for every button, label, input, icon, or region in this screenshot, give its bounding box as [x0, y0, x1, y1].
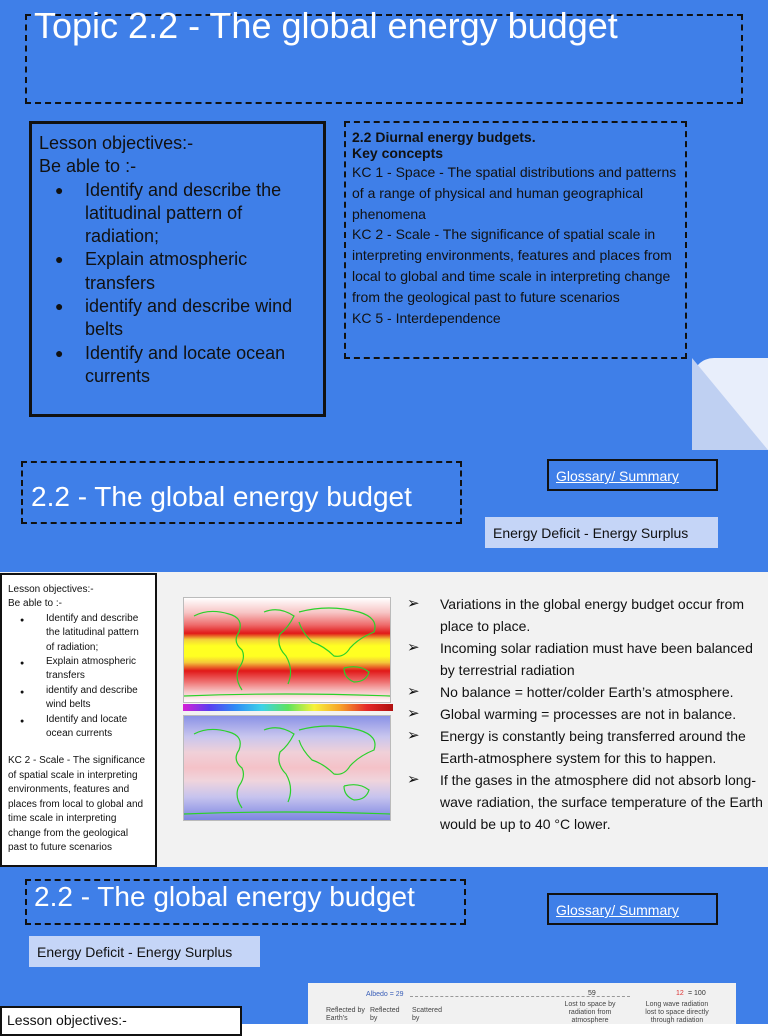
energy-diagram: [308, 983, 736, 1024]
slide-4-title-box: [25, 879, 466, 925]
slide-3: [0, 572, 768, 867]
bullet-item: ➢ No balance = hotter/colder Earth’s atmosphere.: [407, 681, 765, 703]
radiation-colorbar: [183, 704, 393, 711]
key-concept-item: KC 5 - Interdependence: [352, 309, 501, 326]
objectives-small-list: [8, 612, 149, 742]
objectives-box: [29, 121, 326, 417]
objectives-small-heading: Lesson objectives:-: [8, 584, 94, 595]
value-100: = 100: [688, 990, 706, 997]
objective-small-item: ● Explain atmospheric transfers: [46, 655, 149, 684]
subtitle-box: [485, 517, 718, 548]
objectives-heading-4: Lesson objectives:-: [7, 1012, 127, 1028]
glossary-link-box-2[interactable]: [547, 893, 718, 925]
diagram-label: Long wave radiation lost to space directly through radiation: [645, 1001, 709, 1024]
slide-1-title-box: [25, 5, 743, 104]
objective-small-item: ● Identify and locate ocean currents: [46, 713, 149, 742]
diagram-label: Reflected by: [370, 1007, 400, 1022]
radiation-band-map: [184, 598, 390, 702]
objectives-intro: Be able to :-: [39, 156, 137, 177]
key-concept-item: KC 1 - Space - The spatial distributions and patterns of a range of physical and human geographical phenomena: [352, 164, 677, 222]
diagram-label: Scattered by: [412, 1007, 442, 1022]
slide-1: [0, 0, 768, 450]
objectives-box-4: [0, 1006, 242, 1036]
objective-item: ● Identify and describe the latitudinal pattern of radiation;: [85, 179, 315, 249]
slide-1-title: Topic 2.2 - The global energy budget: [34, 5, 618, 46]
diagram-label: Lost to space by radiation from atmosphere: [564, 1001, 616, 1024]
objectives-small-kc: KC 2 - Scale - The significance of spatial scale in interpreting environments, features and places from local to global and time scale in interpreting change from the geological past to future scenarios: [8, 755, 146, 853]
value-59: 59: [588, 990, 596, 997]
slide-2-title-box: [21, 461, 462, 524]
albedo-label: Albedo = 29: [366, 991, 404, 998]
page-curl-fold: [692, 358, 768, 450]
bullet-item: ➢ Incoming solar radiation must have been balanced by terrestrial radiation: [407, 637, 765, 681]
objectives-list: [39, 179, 315, 389]
bullet-item: ➢ If the gases in the atmosphere did not absorb long-wave radiation, the surface temperature of the Earth would be up to 40 °C lower.: [407, 769, 765, 835]
key-concept-item: KC 2 - Scale - The significance of spatial scale in interpreting environments, features and places from local to global and time scale in interpreting change from the geological past to future scenarios: [352, 226, 672, 305]
value-12: 12: [676, 990, 684, 997]
glossary-link-box[interactable]: [547, 459, 718, 491]
diagram-label: Reflected by Earth's: [326, 1007, 365, 1022]
page-curl-decoration: [692, 358, 768, 450]
glossary-link[interactable]: Glossary/ Summary: [556, 468, 679, 484]
bullet-item: ➢ Global warming = processes are not in balance.: [407, 703, 765, 725]
subtitle: Energy Deficit - Energy Surplus: [493, 525, 689, 541]
subtitle-box-2: [29, 936, 260, 967]
net-radiation-map: [184, 716, 390, 820]
objective-item: ● identify and describe wind belts: [85, 295, 315, 342]
slide-4-title: 2.2 - The global energy budget: [34, 881, 415, 912]
bullet-item: ➢ Energy is constantly being transferred around the Earth-atmosphere system for this to happen.: [407, 725, 765, 769]
radiation-map-top: [183, 597, 391, 703]
slide-2-title: 2.2 - The global energy budget: [31, 481, 412, 512]
objective-item: ● Identify and locate ocean currents: [85, 342, 315, 389]
diagram-dashed-line: [410, 996, 630, 997]
glossary-link-2[interactable]: Glossary/ Summary: [556, 902, 679, 918]
objective-small-item: ● identify and describe wind belts: [46, 684, 149, 713]
objective-small-item: ● Identify and describe the latitudinal pattern of radiation;: [46, 612, 149, 655]
objective-item: ● Explain atmospheric transfers: [85, 248, 315, 295]
objectives-small-box: [0, 573, 157, 867]
slide-4: [0, 867, 768, 1028]
slide-2: [0, 450, 768, 572]
key-concepts-heading: 2.2 Diurnal energy budgets.: [352, 129, 536, 145]
key-concepts-box: [344, 121, 687, 359]
bullet-item: ➢ Variations in the global energy budget occur from place to place.: [407, 593, 765, 637]
radiation-map-bottom: [183, 715, 391, 821]
energy-budget-bullets: [407, 593, 765, 835]
objectives-small-intro: Be able to :-: [8, 598, 62, 610]
subtitle-2: Energy Deficit - Energy Surplus: [37, 944, 233, 960]
objectives-heading: Lesson objectives:-: [39, 133, 194, 153]
key-concepts-subheading: Key concepts: [352, 145, 444, 161]
